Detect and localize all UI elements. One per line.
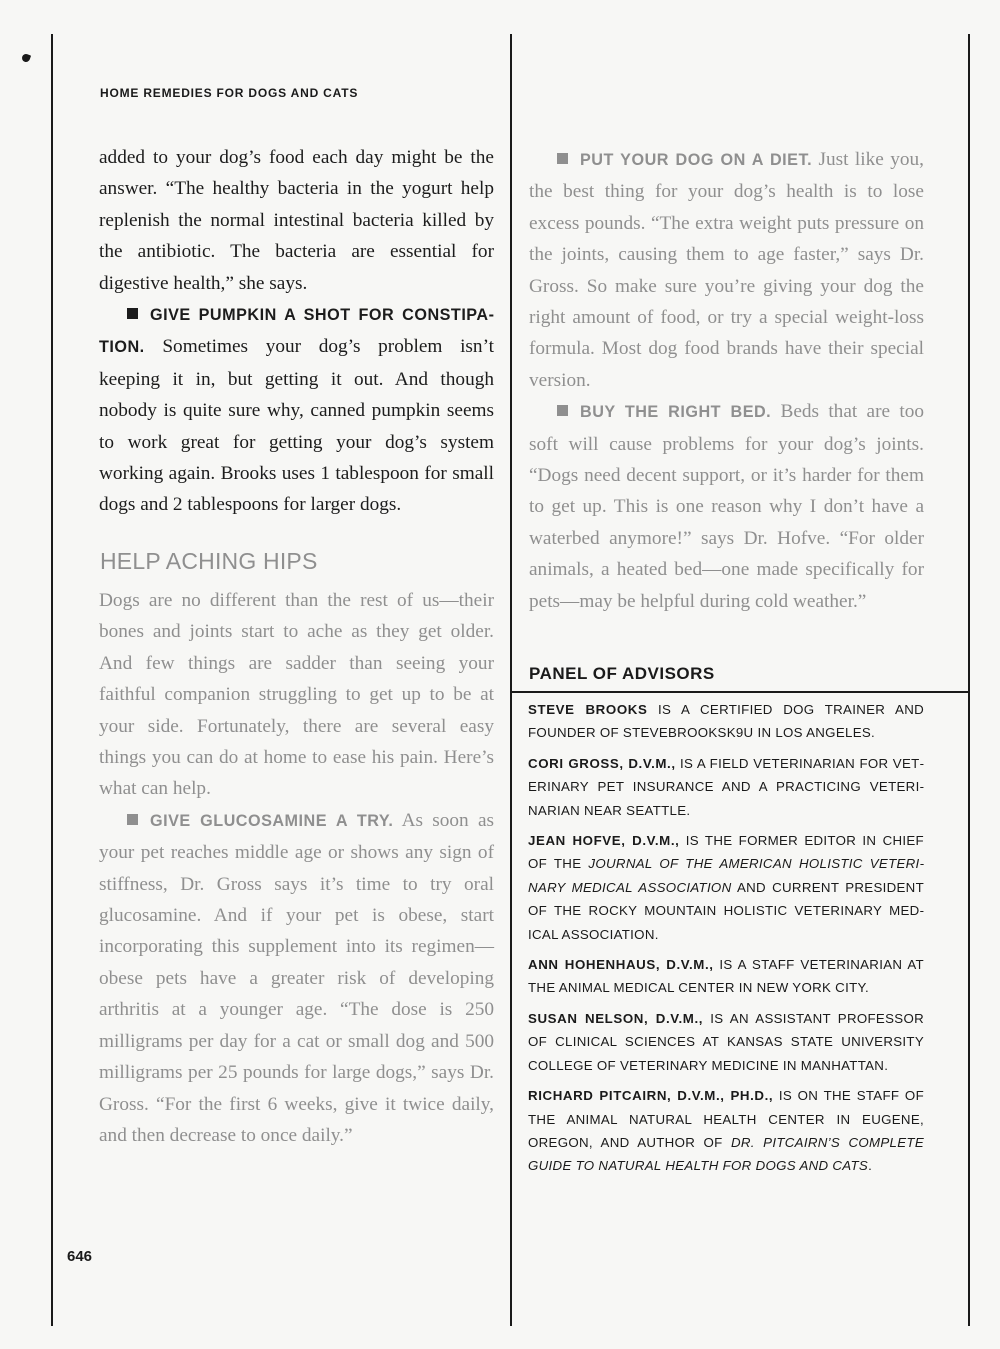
bullet-square-icon	[127, 308, 138, 319]
advisor-bio: IS A STAFF VETERINARIAN AT THE ANIMAL MEDICAL CENTER IN NEW YORK CITY.	[528, 957, 924, 996]
advisor-bio: IS AN ASSISTANT PROFESSOR OF CLINICAL SCIENCES AT KANSAS STATE UNIVERSITY COLLEGE OF VETERINARY MEDICINE IN MANHATTAN.	[528, 1010, 924, 1073]
advisor-name: STEVE BROOKS	[528, 702, 648, 717]
advisor-bio-italic: JOURNAL OF THE AMERICAN HOLISTIC VETERINARY MEDICAL ASSOCIATION	[528, 856, 924, 895]
bullet-square-icon	[127, 814, 138, 825]
bullet-square-icon	[557, 405, 568, 416]
advisor-name: ANN HOHENHAUS, D.V.M.,	[528, 957, 714, 973]
tip-lead: PUT YOUR DOG ON A DIET.	[580, 151, 813, 169]
advisor-bio-end: AND CURRENT PRESIDENT OF THE ROCKY MOUNTAIN HOLISTIC VETERINARY MEDICAL ASSOCIATION.	[528, 879, 924, 942]
tip-bed	[529, 396, 924, 617]
advisor-entry	[528, 1084, 924, 1178]
advisor-entry	[528, 752, 924, 822]
page-number: 646	[67, 1248, 93, 1265]
tip-text: Sometimes your dog’s problem isn’t keeping it in, but getting it out. And though nobody is quite sure why, canned pumpkin seems to work great for getting your dog’s system working again. Brooks uses 1 tablespoon for small dogs and 2 tablespoons for larger dogs.	[99, 336, 494, 516]
tip-pumpkin	[99, 299, 494, 521]
advisor-entry	[528, 698, 924, 745]
right-margin-rule	[968, 34, 970, 1326]
paragraph-yogurt: added to your dog’s food each day might be the answer. “The healthy bacteria in the yogurt help replenish the normal intestinal bacteria killed by the antibiotic. The bacteria are essential for digestive health,” she says.	[99, 147, 494, 294]
center-gutter-rule	[510, 34, 512, 1326]
running-head: HOME REMEDIES FOR DOGS AND CATS	[100, 86, 359, 100]
tip-text: As soon as your pet reaches middle age or shows any sign of stiffness, Dr. Gross says it’s time to try oral glucosamine. And if your pet is obese, start incorporating this supplement into its regimen—obese pets have a greater risk of developing arthritis at a younger age. “The dose is 250 milligrams per day for a cat or small dog and 500 milligrams per 25 pounds for large dogs,” says Dr. Gross. “For the first 6 weeks, give it twice daily, and then decrease to once daily.”	[99, 809, 495, 1146]
tip-glucosamine	[99, 805, 494, 1151]
left-column-bottom	[99, 585, 494, 1151]
advisor-bio: IS A CERTIFIED DOG TRAINER AND FOUNDER OF STEVEBROOKSK9U IN LOS ANGELES.	[528, 702, 924, 741]
tip-lead: GIVE PUMPKIN A SHOT FOR CONSTIPATION.	[99, 306, 494, 357]
left-margin-rule	[51, 34, 53, 1326]
section-heading: HELP ACHING HIPS	[100, 548, 318, 574]
panel-divider-rule	[510, 691, 970, 693]
tip-text: Beds that are too soft will cause problems for your dog’s joints. “Dogs need decent support, or it’s harder for them to get up. This is one reason why I don’t have a waterbed anymore!” says Dr. Hofve. “For older animals, a heated bed—one made specifically for pets—may be helpful during cold weather.”	[529, 401, 924, 612]
tip-text: Just like you, the best thing for your dog’s health is to lose excess pounds. “The extra weight puts pressure on the joints, causing them to age faster,” says Dr. Gross. So make sure you’re giving your dog the right amount of food, or try a special weight-loss formula. Most dog food brands have their special version.	[529, 149, 924, 391]
paragraph-hips-intro: Dogs are no different than the rest of us—their bones and joints start to ache as they get older. And few things are sadder than seeing your faithful companion struggling to get up to be at your side. Fortunately, there are several easy things you can do at home to ease his pain. Here’s what can help.	[99, 590, 494, 800]
advisor-bio: IS A FIELD VETERINARIAN FOR VETERINARY PET INSURANCE AND A PRACTICING VETERINARIAN NEAR SEATTLE.	[528, 755, 925, 818]
tip-lead: GIVE GLUCOSAMINE A TRY.	[150, 811, 394, 830]
panel-title: PANEL OF ADVISORS	[529, 664, 715, 683]
advisor-bio-italic: DR. PITCAIRN’S COMPLETE GUIDE TO NATURAL HEALTH FOR DOGS AND CATS	[528, 1134, 924, 1174]
advisor-name: CORI GROSS, D.V.M.,	[528, 755, 676, 771]
right-column-top	[529, 144, 924, 617]
advisor-entry	[528, 829, 924, 946]
advisor-bio: IS THE FORMER EDITOR IN CHIEF OF THE	[528, 833, 924, 872]
scan-speck	[21, 53, 31, 63]
bullet-square-icon	[557, 153, 568, 164]
advisor-entry	[528, 1007, 924, 1077]
advisor-entry	[528, 953, 924, 1000]
left-column-top	[99, 142, 494, 521]
advisor-bio-end: .	[868, 1158, 873, 1174]
tip-diet	[529, 144, 924, 396]
advisor-name: SUSAN NELSON, D.V.M.,	[528, 1010, 704, 1026]
tip-lead: BUY THE RIGHT BED.	[580, 403, 772, 422]
advisor-list	[528, 698, 924, 1185]
advisor-bio: IS ON THE STAFF OF THE ANIMAL NATURAL HEALTH CENTER IN EUGENE, OREGON, AND AUTHOR OF	[528, 1088, 924, 1150]
advisor-name: RICHARD PITCAIRN, D.V.M., PH.D.,	[528, 1088, 774, 1104]
advisor-name: JEAN HOFVE, D.V.M.,	[528, 833, 680, 849]
